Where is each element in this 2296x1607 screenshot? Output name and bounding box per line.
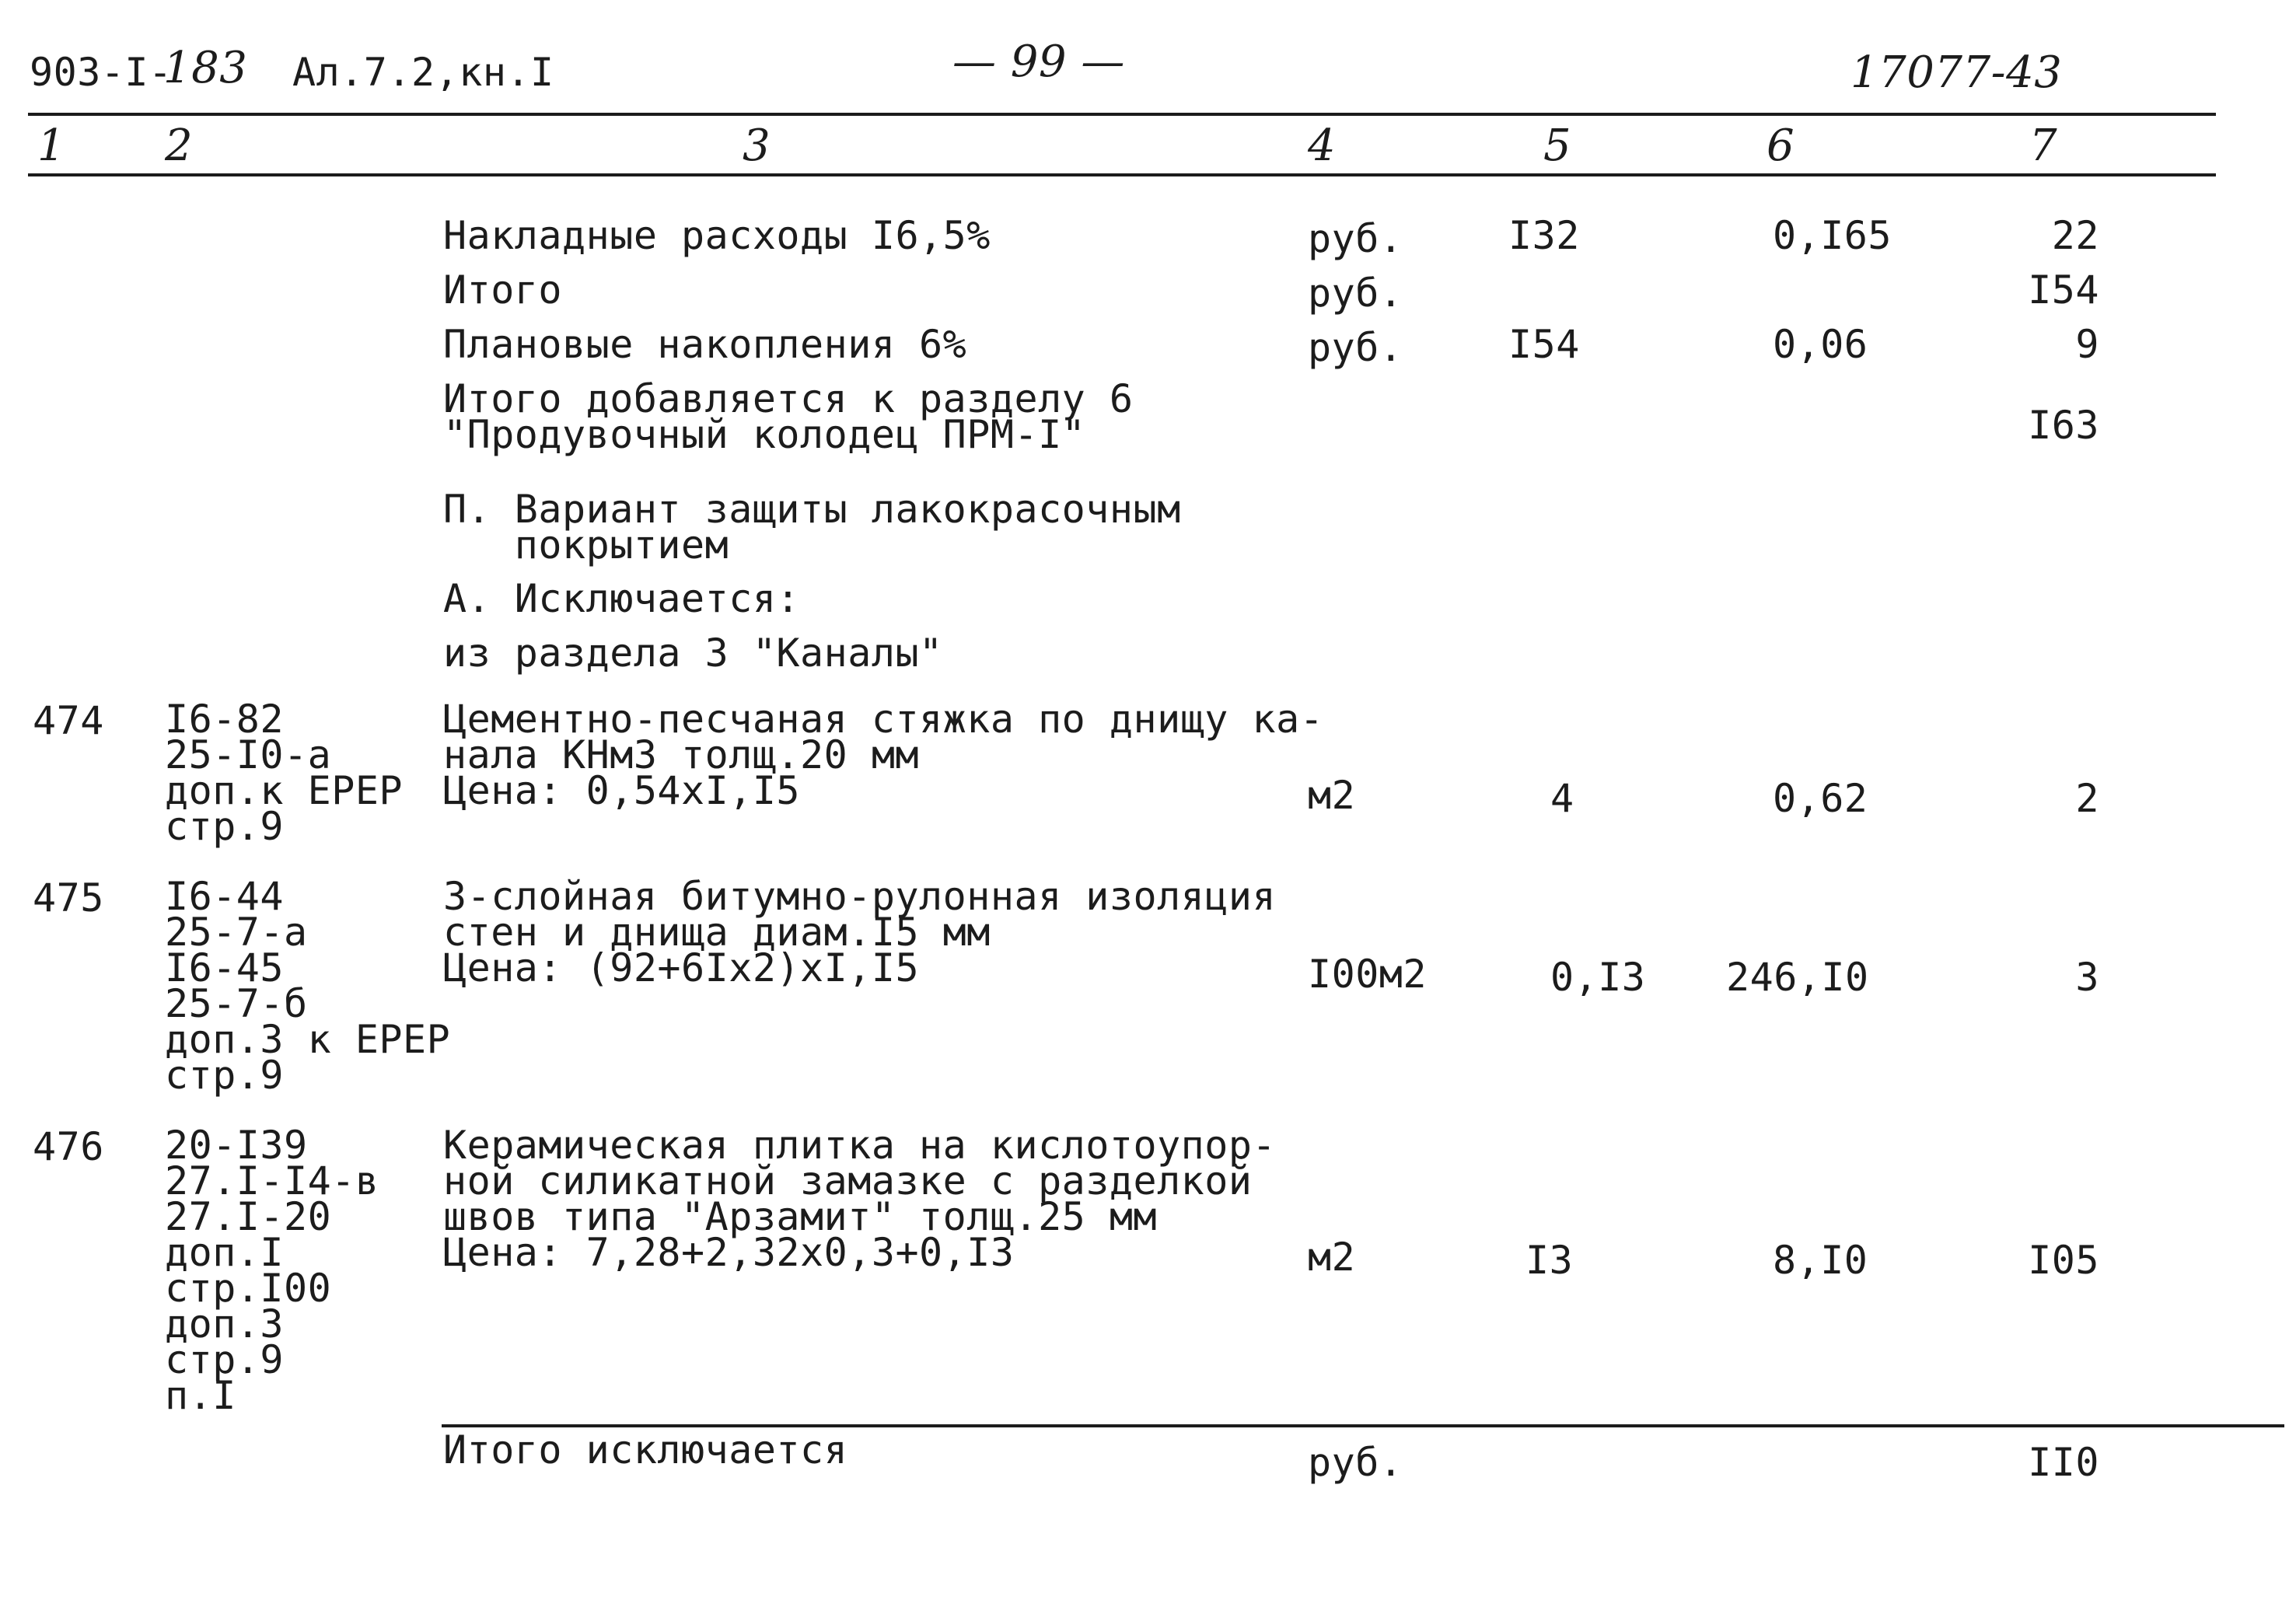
- variant-heading: П. Вариант защиты лакокрасочным покрытием: [443, 487, 1181, 568]
- item-description: Керамическая плитка на кислотоупор- ной силикатной замазке с разделкой швов типа "Арзамит" толщ.25 мм Цена: 7,28+2,32х0,3+0,I3: [443, 1123, 1277, 1275]
- item-codes: I6-82 25-I0-а доп.к ЕРЕР стр.9: [165, 697, 404, 849]
- album-reference: Ал.7.2,кн.I: [292, 50, 554, 95]
- page-number: — 99 —: [952, 37, 1125, 87]
- series-prefix: 903-I-: [30, 50, 173, 95]
- summary-name: Итого добавляется к разделу 6 "Продувочный колодец ПРМ-I": [443, 376, 1134, 457]
- summary-total: 22: [2051, 213, 2099, 258]
- item-description: 3-слойная битумно-рулонная изоляция стен и днища диам.I5 мм Цена: (92+6Iх2)хI,I5: [443, 874, 1277, 990]
- item-price: 246,I0: [1726, 955, 1869, 1000]
- item-codes: I6-44 25-7-а I6-45 25-7-б доп.3 к ЕРЕР стр.9: [165, 874, 451, 1098]
- summary-total: I63: [2028, 403, 2099, 448]
- header-top-rule: [28, 113, 2216, 116]
- summary-total: I54: [2028, 267, 2099, 313]
- item-total: 2: [2075, 776, 2099, 821]
- column-number-6: 6: [1767, 121, 1795, 171]
- summary-qty: I54: [1508, 322, 1580, 367]
- series-number: 183: [163, 43, 248, 93]
- item-codes: 20-I39 27.I-I4-в 27.I-20 доп.I стр.I00 доп.3 стр.9 п.I: [165, 1123, 379, 1418]
- item-unit: м2: [1308, 773, 1356, 818]
- summary-name: Итого: [443, 267, 563, 313]
- column-number-7: 7: [2029, 121, 2058, 171]
- summary-name: Плановые накопления 6%: [443, 322, 967, 367]
- item-qty: 0,I3: [1550, 955, 1646, 1000]
- item-price: 0,62: [1773, 776, 1868, 821]
- summary-price: 0,06: [1773, 322, 1868, 367]
- total-value: II0: [2028, 1440, 2099, 1485]
- column-number-5: 5: [1543, 121, 1572, 171]
- item-description: Цементно-песчаная стяжка по днищу ка- нала КНмЗ толщ.20 мм Цена: 0,54хI,I5: [443, 697, 1324, 813]
- excluded-heading: А. Исключается:: [443, 576, 801, 621]
- item-number: 475: [33, 875, 104, 921]
- item-qty: 4: [1550, 776, 1574, 821]
- item-number: 476: [33, 1124, 104, 1169]
- column-number-1: 1: [37, 121, 66, 171]
- item-qty: I3: [1525, 1238, 1574, 1283]
- total-label: Итого исключается: [443, 1427, 848, 1473]
- summary-unit: руб.: [1308, 325, 1403, 370]
- column-number-3: 3: [743, 121, 771, 171]
- summary-unit: руб.: [1308, 271, 1403, 316]
- item-unit: I00м2: [1308, 952, 1428, 997]
- summary-total: 9: [2075, 322, 2099, 367]
- column-number-2: 2: [165, 121, 194, 171]
- document-code: 17077-43: [1850, 47, 2063, 98]
- summary-qty: I32: [1508, 213, 1580, 258]
- item-total: 3: [2075, 955, 2099, 1000]
- summary-price: 0,I65: [1773, 213, 1892, 258]
- column-number-4: 4: [1308, 121, 1337, 171]
- total-unit: руб.: [1308, 1440, 1403, 1485]
- summary-unit: руб.: [1308, 216, 1403, 261]
- item-number: 474: [33, 698, 104, 743]
- from-section-heading: из раздела 3 "Каналы": [443, 631, 943, 676]
- summary-name: Накладные расходы I6,5%: [443, 213, 991, 258]
- item-price: 8,I0: [1773, 1238, 1868, 1283]
- header-bottom-rule: [28, 173, 2216, 176]
- item-total: I05: [2028, 1238, 2099, 1283]
- item-unit: м2: [1308, 1235, 1356, 1280]
